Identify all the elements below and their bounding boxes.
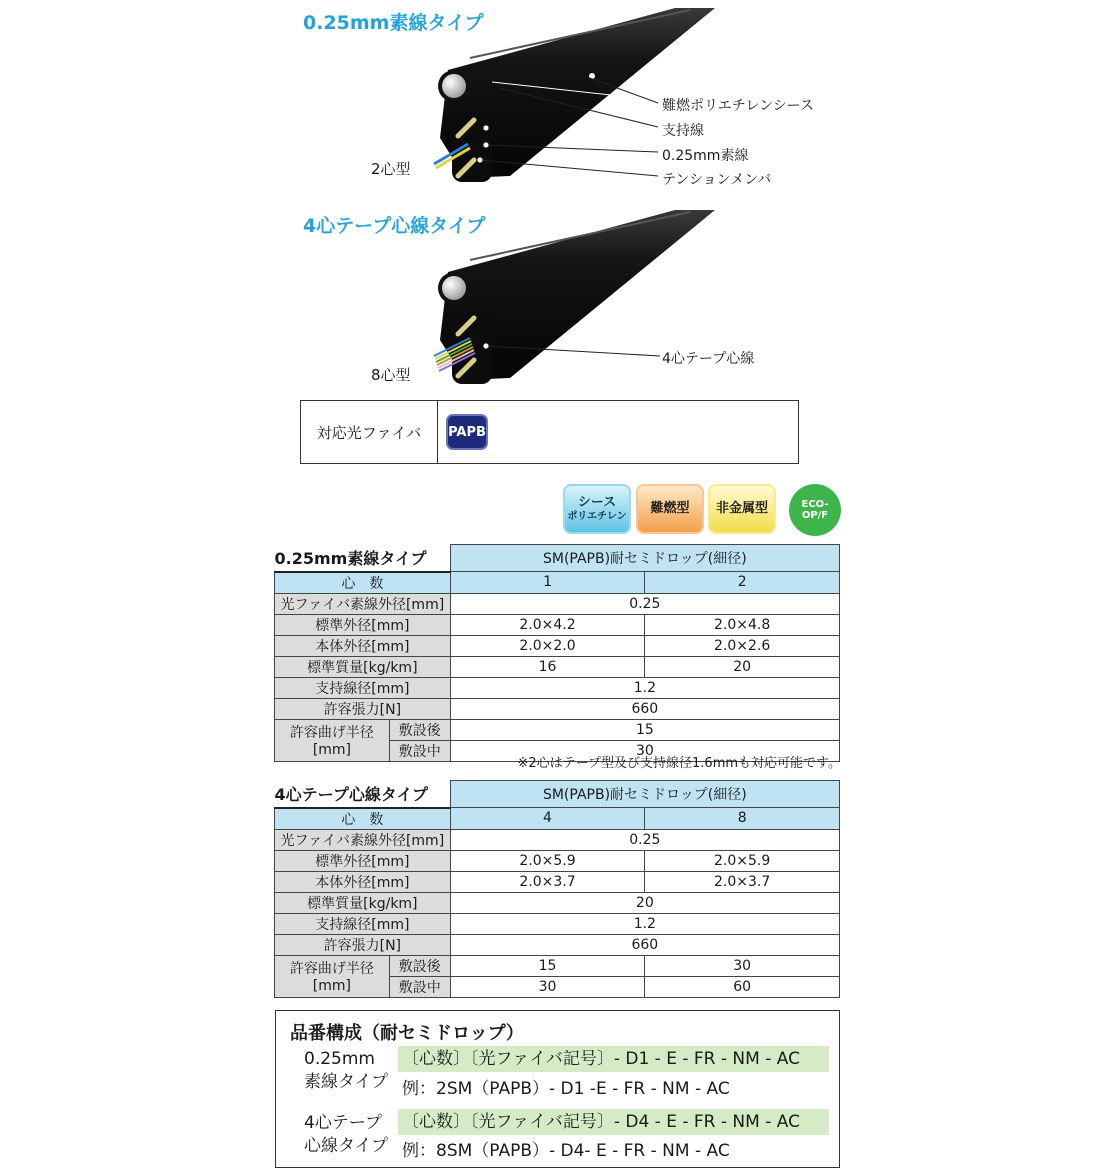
table1-bend-label1: 許容曲げ半径 — [289, 725, 374, 741]
table1-header: SM(PAPB)耐セミドロップ(細径) — [450, 545, 839, 572]
table-row — [275, 955, 840, 976]
table1-stdod-label: 標準外径[mm] — [275, 614, 451, 635]
pn-type1-example: 例：2SM（PAPB）- D1 -E - FR - NM - AC — [402, 1079, 730, 1099]
table2-fiberod-value: 0.25 — [450, 829, 839, 850]
table-row — [275, 850, 840, 871]
pn-type1-line1: 0.25mm — [304, 1049, 375, 1069]
table-row — [275, 593, 840, 614]
table-row — [275, 913, 840, 934]
table1-cores-a: 1 — [450, 572, 645, 594]
table2-bend-label1: 許容曲げ半径 — [289, 961, 374, 977]
compatible-fiber-box — [300, 400, 799, 464]
badge-sheath-polyethylene — [563, 484, 631, 534]
table1-tension-label: 許容張力[N] — [275, 698, 451, 719]
label-4core-tape: 4心テープ心線 — [662, 351, 755, 367]
table1-mass-b: 20 — [645, 656, 840, 677]
badge-flame-retardant — [636, 484, 704, 534]
table1-mass-a: 16 — [450, 656, 645, 677]
badge-non-metallic — [708, 484, 776, 534]
part-number-box — [275, 1010, 840, 1168]
label-fiber: 0.25mm素線 — [662, 148, 749, 164]
table-row — [275, 656, 840, 677]
eco-line1: ECO- — [801, 498, 829, 510]
table2-support-label: 支持線径[mm] — [275, 913, 451, 934]
cores-label-8: 8心型 — [371, 366, 411, 384]
label-sheath: 難燃ポリエチレンシース — [662, 98, 815, 114]
table-row — [275, 572, 840, 594]
table2-tension-label: 許容張力[N] — [275, 934, 451, 955]
compatible-fiber-label: 対応光ファイバ — [301, 401, 438, 463]
table1-cores-b: 2 — [645, 572, 840, 594]
table1-support-value: 1.2 — [450, 677, 839, 698]
table1-stdod-b: 2.0×4.8 — [645, 614, 840, 635]
table2-cores-a: 4 — [450, 808, 645, 830]
leader-lines-1 — [440, 60, 670, 190]
table1-fiberod-value: 0.25 — [450, 593, 839, 614]
table1-cores-label: 心 数 — [275, 572, 451, 594]
section2-title: 4心テープ心線タイプ — [303, 215, 486, 237]
pn-type1-label — [304, 1048, 388, 1094]
table2-cores-b: 8 — [645, 808, 840, 830]
pn-type2-line2: 心線タイプ — [304, 1136, 389, 1156]
table2-mass-value: 20 — [450, 892, 839, 913]
pn-type1-line2: 素線タイプ — [304, 1072, 389, 1092]
papb-badge: PAPB — [446, 414, 488, 450]
table-row — [275, 719, 840, 740]
table2-bend-label2: [mm] — [312, 978, 351, 994]
eco-line2: OP/F — [801, 510, 829, 521]
table-row — [275, 871, 840, 892]
badge-nonmetal-text: 非金属型 — [715, 500, 768, 516]
table-row — [275, 698, 840, 719]
table1-fiberod-label: 光ファイバ素線外径[mm] — [275, 593, 451, 614]
table2-support-value: 1.2 — [450, 913, 839, 934]
table2-title: 4心テープ心線タイプ — [275, 781, 451, 808]
table1-title: 0.25mm素線タイプ — [275, 545, 451, 572]
table1-bodyod-label: 本体外径[mm] — [275, 635, 451, 656]
leader-lines-2 — [480, 340, 670, 360]
table1-note: ※2心はテープ型及び支持線径1.6mmも対応可能です。 — [517, 756, 841, 771]
table2-bodyod-label: 本体外径[mm] — [275, 871, 451, 892]
table1-bend-label2: [mm] — [312, 742, 352, 758]
label-support-wire: 支持線 — [662, 123, 704, 139]
pn-type2-format: 〔心数〕〔光ファイバ記号〕- D4 - E - FR - NM - AC — [398, 1109, 829, 1135]
table-row — [275, 614, 840, 635]
section1-title: 0.25mm素線タイプ — [303, 12, 484, 34]
spec-table-1 — [274, 544, 840, 762]
table2-bend-during-a: 30 — [450, 976, 645, 997]
table2-tension-value: 660 — [450, 934, 839, 955]
table1-bodyod-a: 2.0×2.0 — [450, 635, 645, 656]
spec-table-2 — [274, 780, 840, 998]
pn-type2-line1: 4心テープ — [304, 1113, 382, 1133]
table2-bodyod-b: 2.0×3.7 — [645, 871, 840, 892]
table-row — [275, 635, 840, 656]
table2-bend-after-label: 敷設後 — [389, 955, 450, 976]
table1-bend-during-label: 敷設中 — [389, 740, 450, 761]
badge-sheath-line2: ポリエチレン — [567, 510, 627, 522]
table2-bend-after-b: 30 — [645, 955, 840, 976]
table2-cores-label: 心 数 — [275, 808, 451, 830]
pn-type2-example: 例：8SM（PAPB）- D4- E - FR - NM - AC — [402, 1141, 730, 1161]
table1-support-label: 支持線径[mm] — [275, 677, 451, 698]
table1-bodyod-b: 2.0×2.6 — [645, 635, 840, 656]
pn-type1-format: 〔心数〕〔光ファイバ記号〕- D1 - E - FR - NM - AC — [398, 1046, 829, 1072]
table2-bend-label — [275, 955, 390, 997]
table1-bend-during-value: 30 — [450, 740, 839, 761]
table-row — [275, 892, 840, 913]
table2-stdod-label: 標準外径[mm] — [275, 850, 451, 871]
table2-bodyod-a: 2.0×3.7 — [450, 871, 645, 892]
label-tension-member: テンションメンバ — [662, 172, 772, 188]
table2-stdod-a: 2.0×5.9 — [450, 850, 645, 871]
eco-opf-badge — [789, 484, 841, 536]
pn-type2-label — [304, 1112, 388, 1158]
table1-bend-after-value: 15 — [450, 719, 839, 740]
table2-mass-label: 標準質量[kg/km] — [275, 892, 451, 913]
table2-header: SM(PAPB)耐セミドロップ(細径) — [450, 781, 839, 808]
table2-stdod-b: 2.0×5.9 — [645, 850, 840, 871]
table1-bend-label — [275, 719, 390, 761]
table-row — [275, 677, 840, 698]
table-row — [275, 829, 840, 850]
table-row — [275, 934, 840, 955]
table2-fiberod-label: 光ファイバ素線外径[mm] — [275, 829, 451, 850]
part-number-title: 品番構成（耐セミドロップ） — [290, 1023, 524, 1044]
table1-stdod-a: 2.0×4.2 — [450, 614, 645, 635]
table-row — [275, 808, 840, 830]
table1-bend-after-label: 敷設後 — [389, 719, 450, 740]
cores-label-2: 2心型 — [371, 160, 411, 178]
table1-mass-label: 標準質量[kg/km] — [275, 656, 451, 677]
table2-bend-during-b: 60 — [645, 976, 840, 997]
badge-flame-text: 難燃型 — [650, 500, 690, 516]
table2-bend-after-a: 15 — [450, 955, 645, 976]
badge-sheath-line1: シース — [577, 495, 617, 511]
table1-tension-value: 660 — [450, 698, 839, 719]
table2-bend-during-label: 敷設中 — [389, 976, 450, 997]
